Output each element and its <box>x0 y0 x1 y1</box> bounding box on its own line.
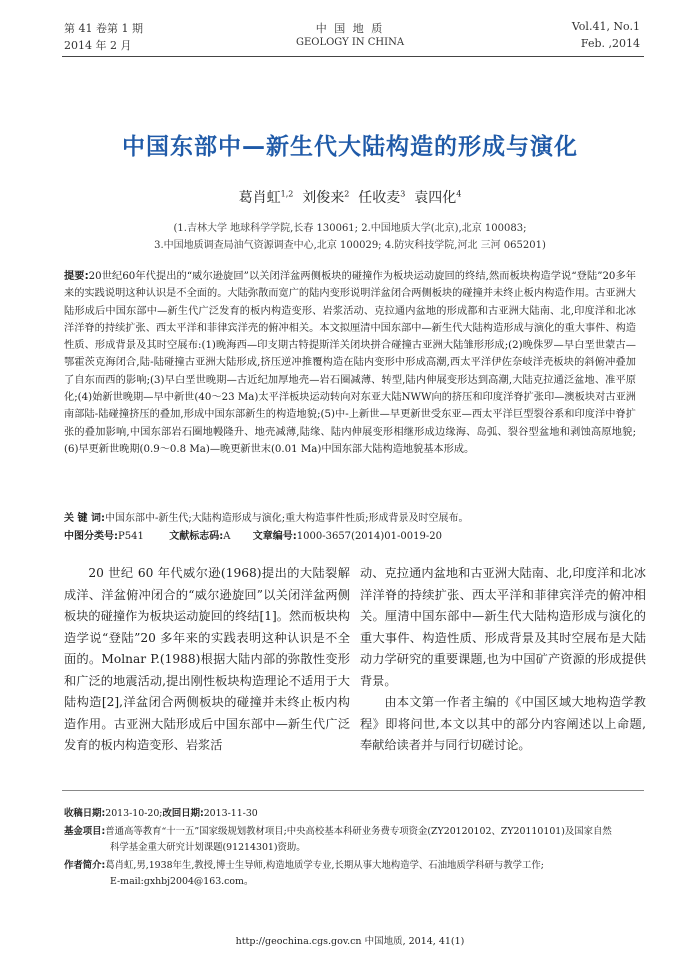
article-no-label: 文章编号: <box>252 531 297 542</box>
received-date: 2013-10-20; <box>105 808 163 819</box>
header-rule <box>62 56 644 57</box>
abstract-text: 20世纪60年代提出的“威尔逊旋回”以关闭洋盆两侧板块的碰撞作为板块运动旋回的终结,然而板块构造学说“登陆”20多年来的实践说明这种认识是不全面的。大陆弥散而宽广的陆内变形说明洋盆闭合两侧板块的碰撞并未终止板内构造作用。古亚洲大陆形成后中国东部中—新生代广泛发育的板内构造变形、岩浆活动、克拉通内盆地的形成都和古亚洲大陆南、北,印度洋和北冰洋洋脊的持续扩张、西太平洋和菲律宾洋壳的俯冲相关。本文拟厘清中国东部中—新生代大陆构造形成与演化的重大事件、构造性质、形成背景及其时空展布:(1)晚海西—印支期古特提斯洋关闭块拼合碰撞古亚洲大陆雏形形成;(2)晚侏罗—早白垩世蒙古—鄂霍茨克海闭合,陆-陆碰撞古亚洲大陆形成,挤压逆冲推覆构造在陆内变形中形成高潮,西太平洋伊佐奈岐洋壳板块的斜俯冲叠加了自东而西的影响;(3)早白垩世晚期—古近纪加厚地壳—岩石圈减薄、转型,陆内伸展变形达到高潮,大陆克拉通泛盆地、准平原化;(4)始新世晚期—早中新世(40～23 Ma)太平洋板块运动转向对东亚大陆NWW向的挤压和印度洋脊扩张印—澳板块对古亚洲南部陆-陆碰撞挤压的叠加,形成中国东部新生的构造地貌;(5)中-上新世—早更新世受东亚—西太平洋巨型裂谷系和印度洋中脊扩张的叠加影响,中国东部岩石圈地幔隆升、地壳减薄,陆缘、陆内伸展变形相继形成边缘海、岛弧、裂谷型盆地和剥蚀高原地貌;(6)早更新世晚期(0.9～0.8 Ma)—晚更新世末(0.01 Ma)中国东部大陆构造地貌基本形成。 <box>64 271 636 455</box>
affiliation-line-2: 3.中国地质调查局油气资源调查中心,北京 100029; 4.防灾科技学院,河北 三河 065201) <box>154 240 546 251</box>
author-name: 葛肖虹 <box>238 190 281 206</box>
footnote-dates <box>64 806 644 822</box>
fund-label: 基金项目: <box>64 826 106 837</box>
affiliation-line-1: (1.吉林大学 地球科学学院,长春 130061; 2.中国地质大学(北京),北京 100083; <box>173 223 527 234</box>
article-no-value: 1000-3657(2014)01-0019-20 <box>296 531 442 542</box>
header-date-en: Feb. ,2014 <box>580 37 640 50</box>
author-email: E-mail:gxhbj2004@163.com。 <box>110 876 254 887</box>
abstract <box>64 268 636 458</box>
author-affil-mark: 2 <box>344 189 350 199</box>
clc-value: P541 <box>118 531 144 542</box>
footnote-fund <box>64 824 644 840</box>
keywords <box>64 509 644 524</box>
body-paragraph: 20 世纪 60 年代威尔逊(1968)提出的大陆裂解成洋、洋盆俯冲闭合的“威尔逊旋回”以关闭洋盆两侧板块的碰撞作为板块运动旋回的终结[1]。然而板块构造学说“登陆”20 多年来的实践表明这种认识是不全面的。Molnar P.(1988)根据大陆内部的弥散性变形和广泛的地震活动,提出刚性板块构造理论不适用于大陆构造[2],洋盆闭合两侧板块的碰撞并未终止板内构造作用。古亚洲大陆形成后中国东部中—新生代广泛发育的板内构造变形、岩浆活 <box>64 566 350 752</box>
page-footer: http://geochina.cgs.gov.cn 中国地质, 2014, 41(1) <box>235 936 465 947</box>
footnote-rule <box>62 790 644 791</box>
author-name: 刘俊来 <box>302 190 345 206</box>
doc-code-value: A <box>223 531 231 542</box>
keywords-label: 关 键 词: <box>64 513 105 524</box>
fund-text-1: 普通高等教育“十一五”国家级规划教材项目;中央高校基本科研业务费专项资金(ZY20120102、ZY20110101)及国家自然 <box>105 826 612 837</box>
doc-code-label: 文献标志码: <box>169 531 224 542</box>
author-bio-text: 葛肖虹,男,1938年生,教授,博士生导师,构造地质学专业,长期从事大地构造学、石油地质学科研与教学工作; <box>105 860 544 871</box>
body-column-left <box>64 563 350 757</box>
revised-label: 改回日期: <box>162 808 204 819</box>
footnote-fund-cont: 科学基金重大研究计划课题(91214301)资助。 <box>110 842 306 853</box>
author-name: 袁四化 <box>414 190 457 206</box>
clc-label: 中图分类号: <box>64 531 118 542</box>
article-title: 中国东部中—新生代大陆构造的形成与演化 <box>122 134 578 160</box>
header-journal-cn: 中 国 地 质 <box>315 22 385 35</box>
body-column-right <box>360 563 646 757</box>
body-paragraph: 由本文第一作者主编的《中国区域大地构造学教程》即将问世,本文以其中的部分内容阐述以上命题,奉献给读者并与同行切磋讨论。 <box>360 695 646 752</box>
received-label: 收稿日期: <box>64 808 106 819</box>
author-affil-mark: 4 <box>456 189 462 199</box>
header-date-cn: 2014 年 2 月 <box>64 39 132 52</box>
author-bio-label: 作者简介: <box>64 860 106 871</box>
revised-date: 2013-11-30 <box>203 808 258 819</box>
author-affil-mark: 3 <box>400 189 406 199</box>
header-journal-en: GEOLOGY IN CHINA <box>295 37 405 48</box>
keywords-text: 中国东部中-新生代;大陆构造形成与演化;重大构造事件性质;形成背景及时空展布。 <box>104 513 469 524</box>
body-paragraph: 动、克拉通内盆地和古亚洲大陆南、北,印度洋和北冰洋洋脊的持续扩张、西太平洋和菲律宾洋壳的俯冲相关。厘清中国东部中—新生代大陆构造形成与演化的重大事件、构造性质、形成背景及其时空展布是大陆动力学研究的重要课题,也为中国矿产资源的形成提供背景。 <box>360 566 646 688</box>
footnote-author <box>64 858 644 874</box>
author-name: 任收麦 <box>358 190 401 206</box>
abstract-label: 提要: <box>64 271 89 282</box>
author-affil-mark: 1,2 <box>280 189 294 199</box>
header-volume-cn: 第 41 卷第 1 期 <box>64 22 143 35</box>
header-volume-en: Vol.41, No.1 <box>571 20 640 33</box>
author-list <box>0 187 700 207</box>
classification-line <box>64 527 644 542</box>
